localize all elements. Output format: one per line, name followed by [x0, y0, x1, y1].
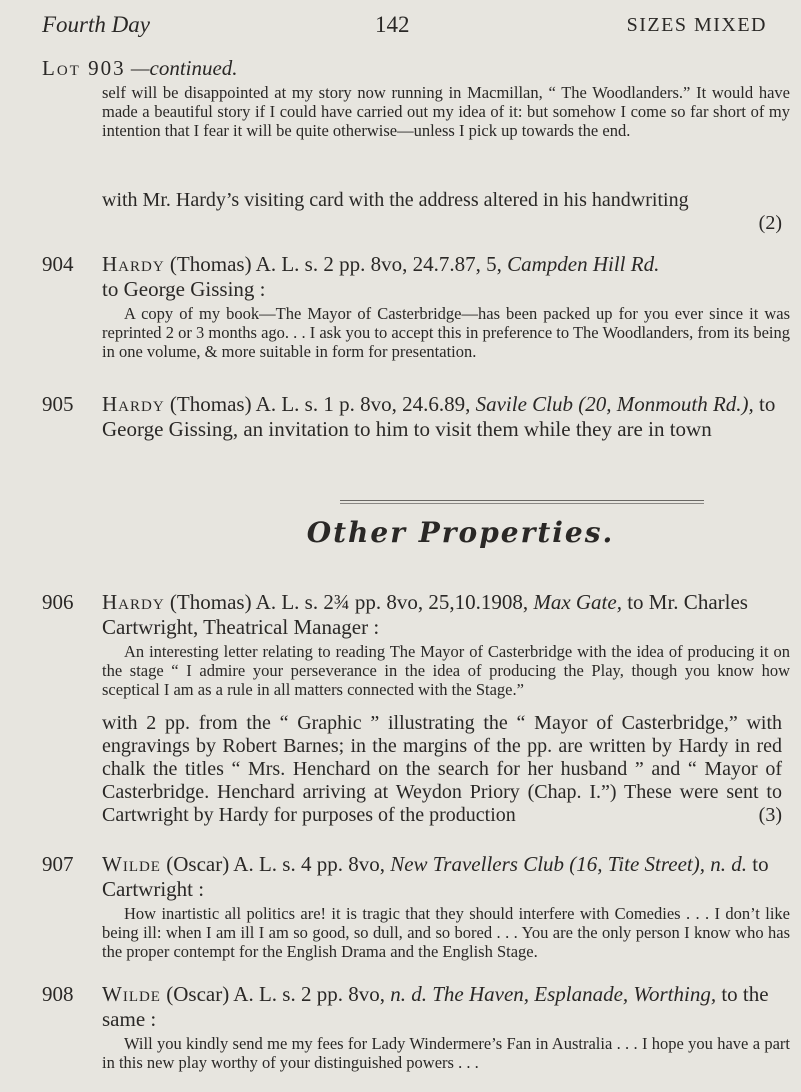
lot-907-author: Wilde — [102, 852, 161, 876]
lot-908-description — [102, 982, 792, 1032]
lot-903-text: with Mr. Hardy’s visiting card with the address altered in his handwriting — [102, 189, 689, 211]
lot-904-author: Hardy — [102, 252, 165, 276]
lot-903 — [42, 56, 790, 246]
header-sizes: SIZES MIXED — [626, 14, 767, 36]
lot-904-quote: A copy of my book—The Mayor of Casterbridge—has been packed up for you ever since it was reprinted 2 or 3 months ago. . . I ask you to accept this in preference to The Woodlanders, from its being in one volume, & more suitable in form for presentation. — [102, 304, 790, 361]
lot-903-heading — [42, 56, 238, 81]
lot-904 — [42, 252, 790, 382]
lot-903-continued: —continued. — [130, 56, 238, 80]
lot-906-address: Max Gate, — [533, 590, 622, 614]
lot-905-number: 905 — [42, 392, 74, 416]
lot-906-author: Hardy — [102, 590, 165, 614]
lot-907-recipient: to Cartwright : — [102, 852, 769, 901]
lot-907-text: (Oscar) A. L. s. 4 pp. 8vo, — [166, 852, 391, 876]
section-divider-secondary — [340, 503, 704, 504]
lot-904-recipient: to George Gissing : — [102, 277, 266, 301]
lot-908-address: n. d. The Haven, Esplanade, Worthing, — [390, 982, 717, 1006]
section-divider — [340, 500, 704, 501]
lot-908-recipient: to the same : — [102, 982, 769, 1031]
lot-907 — [42, 852, 790, 972]
lot-908-text: (Oscar) A. L. s. 2 pp. 8vo, — [166, 982, 391, 1006]
page-header — [0, 12, 801, 42]
lot-908-number: 908 — [42, 982, 74, 1006]
lot-908-author: Wilde — [102, 982, 161, 1006]
lot-907-address: New Travellers Club (16, Tite Street), n. d. — [390, 852, 747, 876]
lot-906-text: (Thomas) A. L. s. 2¾ pp. 8vo, 25,10.1908, — [169, 590, 534, 614]
lot-906-count: (3) — [758, 804, 782, 826]
lot-907-number: 907 — [42, 852, 74, 876]
lot-905-author: Hardy — [102, 392, 165, 416]
lot-904-text: (Thomas) A. L. s. 2 pp. 8vo, 24.7.87, 5, — [169, 252, 508, 276]
lot-907-quote: How inartistic all politics are! it is tragic that they should interfere with Comedies . . . I don’t like being ill: when I am ill I am so good, so dull, and so bored . . . You are the only person I know who has the proper contempt for the English Drama and the English Stage. — [102, 904, 790, 961]
lot-906-recipient: to Mr. Charles Cartwright, Theatrical Manager : — [102, 590, 748, 639]
lot-905-address: Savile Club (20, Monmouth Rd.), — [475, 392, 754, 416]
lot-906 — [42, 590, 790, 840]
lot-905-description — [102, 392, 792, 442]
lot-905 — [42, 392, 782, 472]
lot-904-description — [102, 252, 792, 302]
lot-904-address: Campden Hill Rd. — [507, 252, 660, 276]
lot-903-label: Lot 903 — [42, 56, 126, 80]
lot-904-number: 904 — [42, 252, 74, 276]
lot-903-quote-text: self will be disappointed at my story now running in Macmillan, “ The Woodlanders.” It would have made a beautiful story if I could have carried out my idea of it: but somehow I come so far short of my intention that I fear it will be quite otherwise—unless I pick up towards the end. — [102, 83, 790, 140]
header-day: Fourth Day — [42, 12, 150, 37]
lot-905-text2: to George Gissing, an invitation to him to visit them while they are in town — [102, 392, 776, 441]
lot-907-description — [102, 852, 792, 902]
lot-906-description — [102, 590, 792, 640]
lot-903-count: (2) — [758, 212, 782, 234]
lot-908 — [42, 982, 790, 1092]
lot-903-quote — [102, 83, 790, 140]
lot-906-text3: with 2 pp. from the “ Graphic ” illustrating the “ Mayor of Casterbridge,” with engravings by Robert Barnes; in the margins of the pp. are written by Hardy in red chalk the titles “ Mrs. Henchard on the search for her husband ” and “ Mayor of Casterbridge. Henchard arriving at Weydon Priory (Chap. I.”) These were sent to Cartwright by Hardy for purposes of the production — [102, 712, 782, 826]
page-number: 142 — [375, 12, 410, 37]
lot-905-text: (Thomas) A. L. s. 1 p. 8vo, 24.6.89, — [169, 392, 476, 416]
section-title: Other Properties. — [306, 516, 615, 549]
lot-906-number: 906 — [42, 590, 74, 614]
lot-906-quote: An interesting letter relating to reading The Mayor of Casterbridge with the idea of producing it on the stage “ I admire your perseverance in the idea of producing the Play, though you know how sceptical I am as a rule in all matters connected with the Stage.” — [102, 642, 790, 699]
lot-908-quote: Will you kindly send me my fees for Lady Windermere’s Fan in Australia . . . I hope you have a part in this new play worthy of your distinguished powers . . . — [102, 1034, 790, 1072]
